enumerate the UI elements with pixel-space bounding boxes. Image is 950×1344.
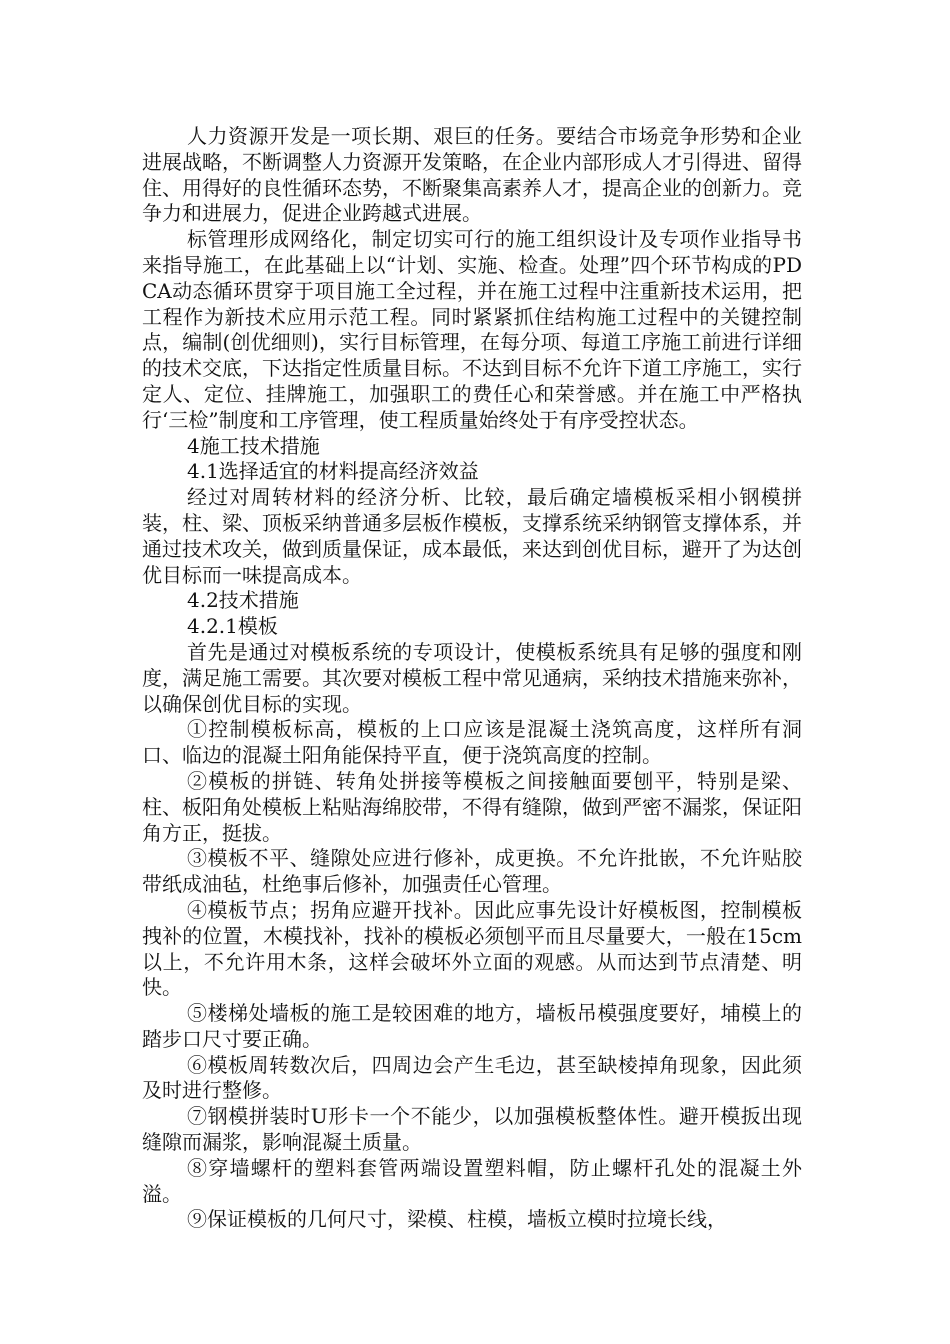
paragraph-target-management: 标管理形成网络化，制定切实可行的施工组织设计及专项作业指导书来指导施工，在此基础上以“计划、实施、检查。处理”四个环节构成的PDCA动态循环贯穿于项目施工全过程，并在施工过程中注重新技术运用，把工程作为新技术应用示范工程。同时紧紧抓住结构施工过程中的关键控制点，编制(创优细则)，实行目标管理，在每分项、每道工序施工前进行详细的技术交底，下达指定性质量目标。不达到目标不允许下道工序施工，实行定人、定位、挂牌施工，加强职工的费任心和荣誉感。并在施工中严格执行‘三检”制度和工序管理，使工程质量始终处于有序受控状态。 — [142, 227, 802, 432]
list-item-5: ⑤楼梯处墙板的施工是较困难的地方，墙板吊模强度要好，埔模上的踏步口尺寸要正确。 — [142, 1001, 802, 1051]
paragraph-materials: 经过对周转材料的经济分析、比较，最后确定墙模板采相小钢模拼装，柱、梁、顶板采纳普通多层板作模板，支撑系统采纳钢管支撑体系，并通过技术攻关，做到质量保证，成本最低，来达到创优目标，避开了为达创优目标而一味提高成本。 — [142, 485, 802, 587]
list-item-2: ②模板的拼链、转角处拼接等模板之间接触面要刨平，特别是梁、柱、板阳角处模板上粘贴海绵胶带，不得有缝隙，做到严密不漏浆，保证阳角方正，挺拔。 — [142, 768, 802, 845]
section-heading-4-2: 4.2技术措施 — [187, 588, 299, 613]
section-heading-4-2-1: 4.2.1模板 — [187, 614, 278, 639]
section-heading-4: 4施工技术措施 — [187, 433, 320, 458]
document-body — [142, 124, 802, 1233]
paragraph-hr-development: 人力资源开发是一项长期、艰巨的任务。要结合市场竞争形势和企业进展战略，不断调整人力资源开发策略，在企业内部形成人才引得进、留得住、用得好的良性循环态势，不断聚集高素养人才，提高企业的创新力。竞争力和进展力，促进企业跨越式进展。 — [142, 124, 802, 226]
section-heading-4-1: 4.1选择适宜的材料提高经济效益 — [187, 459, 479, 484]
list-item-9: ⑨保证模板的几何尺寸，梁模、柱模，墙板立模时拉境长线， — [187, 1207, 727, 1232]
list-item-3: ③模板不平、缝隙处应进行修补，成更换。不允许批嵌，不允许贴胶带纸成油毡，杜绝事后修补，加强责任心管理。 — [142, 846, 802, 897]
list-item-8: ⑧穿墙螺杆的塑料套管两端设置塑料帽，防止螺杆孔处的混凝土外溢。 — [142, 1155, 802, 1206]
list-item-1: ①控制模板标高，模板的上口应该是混凝土浇筑高度，这样所有洞口、临边的混凝土阳角能保持平直，便于浇筑高度的控制。 — [142, 717, 802, 768]
list-item-4: ④模板节点；拐角应避开找补。因此应事先设计好模板图，控制模板拽补的位置，木模找补，找补的模板必须刨平而且尽量要大，一般在15cm以上，不允许用木条，这样会破坏外立面的观感。从而达到节点清楚、明快。 — [142, 897, 802, 1000]
list-item-6: ⑥模板周转数次后，四周边会产生毛边，甚至缺棱掉角现象，因此须及时进行整修。 — [142, 1052, 802, 1103]
list-item-7: ⑦钢模拼装时U形卡一个不能少，以加强模板整体性。避开模扳出现缝隙而漏浆，影响混凝土质量。 — [142, 1104, 802, 1155]
paragraph-formwork-intro: 首先是通过对模板系统的专项设计，使模板系统具有足够的强度和刚度，满足施工需要。其次要对模板工程中常见通病，采纳技术措施来弥补，以确保创优目标的实现。 — [142, 639, 802, 716]
